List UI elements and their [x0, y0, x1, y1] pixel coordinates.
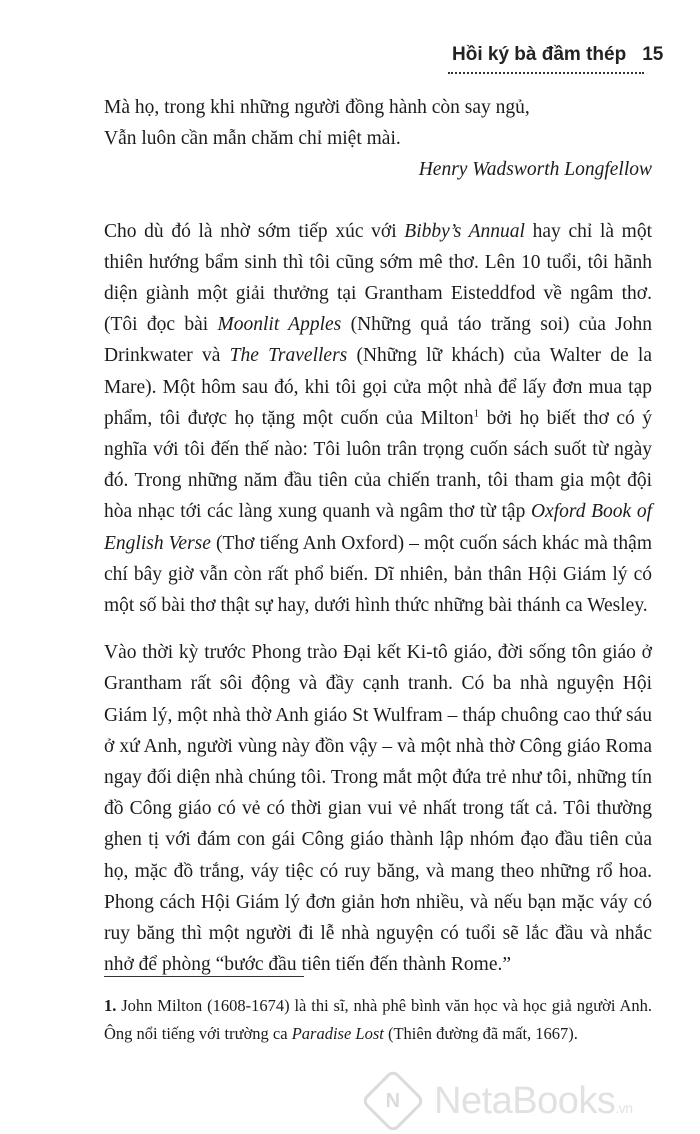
verse-author: Henry Wadsworth Longfellow	[418, 159, 652, 181]
title-paradise-lost: Paradise Lost	[291, 1024, 384, 1043]
paragraph-2: Vào thời kỳ trước Phong trào Đại kết Ki-tô giáo, đời sống tôn giáo ở Grantham rất sôi động và đầy cạnh tranh. Có ba nhà nguyện Hội Giám lý, một nhà thờ Anh giáo St Wulfram – tháp chuông cao thứ sáu ở xứ Anh, người vùng này đồn vậy – và một nhà thờ Công giáo Roma ngay đối diện nhà chúng tôi. Trong mắt một đứa trẻ như tôi, những tín đồ Công giáo có vẻ có thời gian vui vẻ nhất trong tất cả. Tôi thường ghen tị với đám con gái Công giáo thành lập nhóm đạo đầu tiên của họ, mặc đồ trắng, váy tiệc có ruy băng, và mang theo những rổ hoa. Phong cách Hội Giám lý đơn giản hơn nhiều, và nếu bạn mặc váy có ruy băng thì một người đi lễ nhà nguyện có tuổi sẽ lắc đầu và nhắc nhở để phòng “bước đầu tiên tiến đến thành Rome.”	[104, 642, 652, 976]
footnote: 1. John Milton (1608-1674) là thi sĩ, nhà phê bình văn học và học giả người Anh. Ông nổi tiếng với trường ca Paradise Lost (Thiên đường đã mất, 1667).	[104, 996, 652, 1043]
footnote-marker: 1	[473, 407, 480, 420]
footnote-divider	[104, 976, 304, 977]
book-title: Hồi ký bà đầm thép	[452, 44, 627, 65]
watermark	[370, 1078, 633, 1124]
verse-line-2: Vẫn luôn cần mẫn chăm chỉ miệt mài.	[104, 128, 401, 150]
title-oxford-book: Oxford Book of English Verse	[104, 501, 652, 554]
netabooks-logo-icon: N	[360, 1068, 425, 1133]
page-number: 15	[642, 44, 664, 65]
verse-line-1: Mà họ, trong khi những người đồng hành còn say ngủ,	[104, 97, 530, 118]
header-dotted-rule	[448, 72, 644, 74]
watermark-text: NetaBooks.vn	[434, 1079, 633, 1122]
epigraph-verse	[104, 92, 652, 186]
footnote-number: 1.	[104, 996, 117, 1015]
title-moonlit-apples: Moonlit Apples	[217, 314, 342, 336]
running-header	[452, 44, 663, 66]
paragraph-1: Cho dù đó là nhờ sớm tiếp xúc với Bibby’s Annual hay chỉ là một thiên hướng bẩm sinh thì tôi cũng sớm mê thơ. Lên 10 tuổi, tôi hãnh diện giành một giải thưởng tại Grantham Eisteddfod về ngâm thơ. (Tôi đọc bài Moonlit Apples (Những quả táo trăng soi) của John Drinkwater và The Travellers (Những lữ khách) của Walter de la Mare). Một hôm sau đó, khi tôi gọi cửa một nhà để lấy đơn mua tạp phẩm, tôi được họ tặng một cuốn của Milton$^1$ bởi họ biết thơ có ý nghĩa với tôi đến thế nào: Tôi luôn trân trọng cuốn sách suốt từ ngày đó. Trong những năm đầu tiên của chiến tranh, tôi tham gia một đội hòa nhạc tới các làng xung quanh và ngâm thơ từ tập Oxford Book of English Verse (Thơ tiếng Anh Oxford) – một cuốn sách khác mà thậm chí bây giờ vẫn còn rất phổ biến. Dĩ nhiên, bản thân Hội Giám lý có một số bài thơ thật sự hay, dưới hình thức những bài thánh ca Wesley.	[104, 220, 653, 617]
title-bibbys-annual: Bibby’s Annual	[404, 220, 525, 242]
title-the-travellers: The Travellers	[229, 345, 348, 367]
page-body	[104, 92, 652, 980]
